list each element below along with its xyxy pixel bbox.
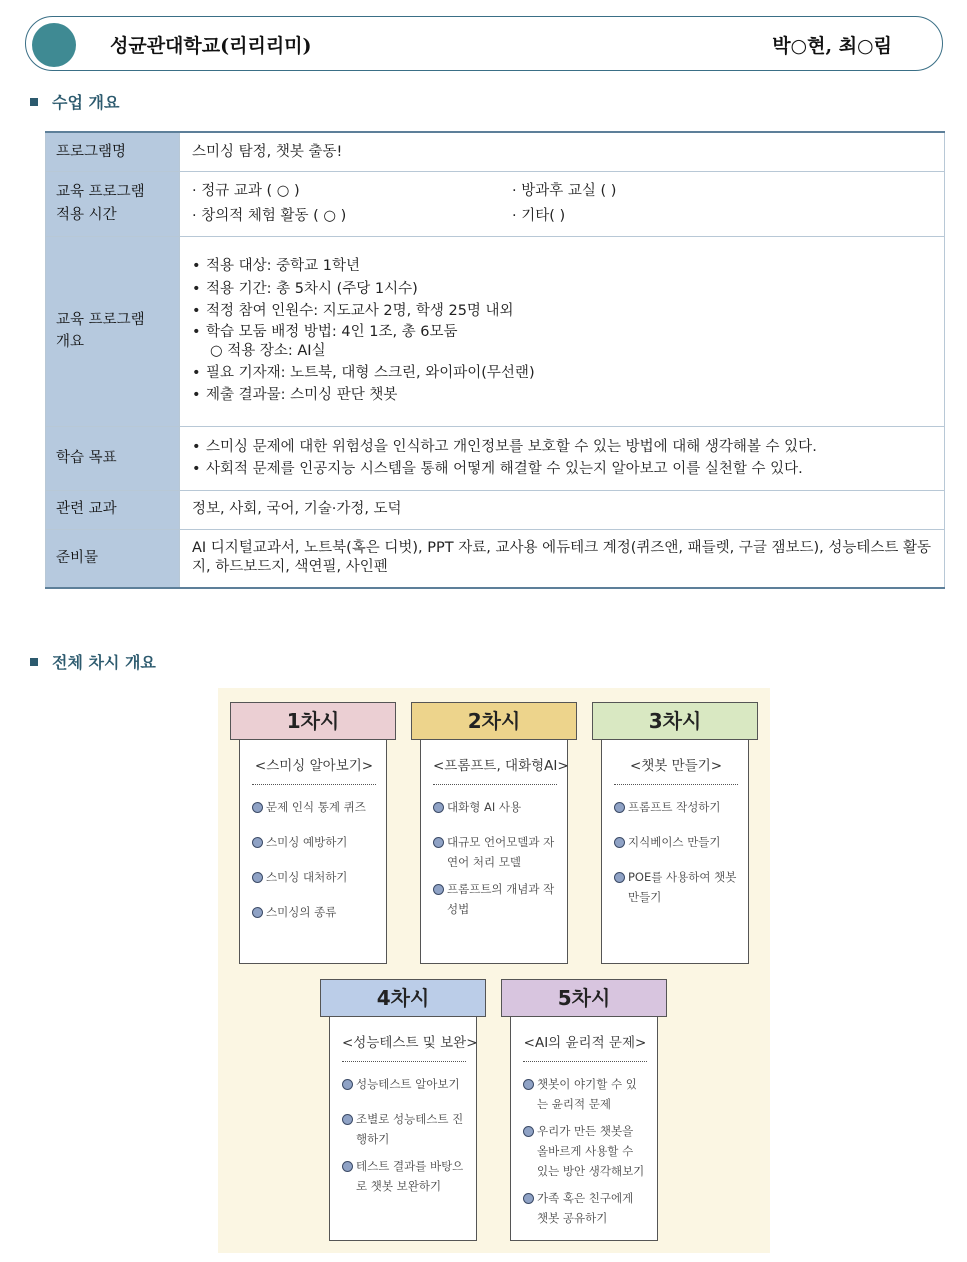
session-item: 테스트 결과를 바탕으로 챗봇 보완하기 bbox=[342, 1156, 466, 1196]
list-item: • 적용 대상: 중학교 1학년 bbox=[192, 255, 932, 277]
session-item: 문제 인식 통계 퀴즈 bbox=[252, 797, 376, 817]
session-item: POE를 사용하여 챗봇 만들기 bbox=[614, 867, 738, 907]
section-heading-text: 전체 차시 개요 bbox=[52, 653, 156, 672]
table-row bbox=[46, 236, 945, 426]
label-program-summary bbox=[46, 236, 180, 426]
time-option-afterschool: · 방과후 교실 ( ) bbox=[512, 183, 617, 200]
table-row bbox=[46, 490, 945, 529]
value-learning-goals bbox=[180, 426, 945, 490]
header-circle-decoration bbox=[32, 23, 76, 67]
session-item: 프롬프트 작성하기 bbox=[614, 797, 738, 817]
value-program-name: 스미싱 탐정, 챗봇 출동! bbox=[180, 132, 945, 171]
section-heading-session-overview bbox=[30, 650, 156, 673]
list-item-text: 학습 모둠 배정 방법: 4인 1조, 총 6모둠 bbox=[206, 323, 458, 340]
label-program-name: 프로그램명 bbox=[46, 132, 180, 171]
session-item: 프롬프트의 개념과 작성법 bbox=[433, 879, 557, 919]
label-line: 교육 프로그램 bbox=[56, 184, 145, 201]
session-body bbox=[601, 740, 749, 964]
authors: 박○현, 최○림 bbox=[772, 35, 892, 57]
label-related-subjects: 관련 교과 bbox=[46, 490, 180, 529]
session-tab: 5차시 bbox=[501, 979, 667, 1017]
session-item: 챗봇이 야기할 수 있는 윤리적 문제 bbox=[523, 1074, 647, 1114]
session-title: <스미싱 알아보기> bbox=[252, 754, 376, 785]
value-program-summary bbox=[180, 236, 945, 426]
session-tab: 3차시 bbox=[592, 702, 758, 740]
session-item: 조별로 성능테스트 진행하기 bbox=[342, 1109, 466, 1149]
summary-list bbox=[192, 255, 932, 406]
table-row bbox=[46, 426, 945, 490]
school-team-title: 성균관대학교(리리리미) bbox=[110, 35, 312, 57]
class-overview-table bbox=[45, 131, 945, 589]
section-heading-text: 수업 개요 bbox=[52, 93, 120, 112]
value-application-time bbox=[180, 171, 945, 236]
session-tab: 2차시 bbox=[411, 702, 577, 740]
list-item: • 사회적 문제를 인공지능 시스템을 통해 어떻게 해결할 수 있는지 알아보고 이를 실천할 수 있다. bbox=[192, 458, 932, 480]
session-item: 우리가 만든 챗봇을 올바르게 사용할 수 있는 방안 생각해보기 bbox=[523, 1121, 647, 1181]
label-learning-goals: 학습 목표 bbox=[46, 426, 180, 490]
session-item: 가족 혹은 친구에게 챗봇 공유하기 bbox=[523, 1188, 647, 1228]
session-card-3 bbox=[592, 702, 758, 964]
session-title: <성능테스트 및 보완> bbox=[342, 1031, 466, 1062]
list-item: • 스미싱 문제에 대한 위험성을 인식하고 개인정보를 보호할 수 있는 방법에 대해 생각해볼 수 있다. bbox=[192, 436, 932, 458]
list-sub-item: ○ 적용 장소: AI실 bbox=[210, 343, 326, 360]
table-row bbox=[46, 171, 945, 236]
session-overview-diagram bbox=[218, 688, 770, 1253]
session-card-4 bbox=[320, 979, 486, 1241]
session-item: 대규모 언어모델과 자연어 처리 모델 bbox=[433, 832, 557, 872]
list-item: • 제출 결과물: 스미싱 판단 챗봇 bbox=[192, 384, 932, 406]
list-item: • 적용 기간: 총 5차시 (주당 1시수) bbox=[192, 278, 932, 300]
session-card-2 bbox=[411, 702, 577, 964]
session-body bbox=[329, 1017, 477, 1241]
value-related-subjects: 정보, 사회, 국어, 기술·가정, 도덕 bbox=[180, 490, 945, 529]
table-row bbox=[46, 529, 945, 588]
session-card-5 bbox=[501, 979, 667, 1241]
time-option-other: · 기타( ) bbox=[512, 207, 566, 224]
square-bullet-icon bbox=[30, 98, 38, 106]
square-bullet-icon bbox=[30, 658, 38, 666]
table-row bbox=[46, 132, 945, 171]
session-tab: 4차시 bbox=[320, 979, 486, 1017]
session-item: 성능테스트 알아보기 bbox=[342, 1074, 466, 1094]
label-line: 적용 시간 bbox=[56, 206, 117, 223]
session-title: <AI의 윤리적 문제> bbox=[523, 1031, 647, 1062]
list-item: • 적정 참여 인원수: 지도교사 2명, 학생 25명 내외 bbox=[192, 300, 932, 322]
session-body bbox=[420, 740, 568, 964]
session-title: <프롬프트, 대화형AI> bbox=[433, 754, 557, 785]
session-item: 지식베이스 만들기 bbox=[614, 832, 738, 852]
label-line: 개요 bbox=[56, 334, 85, 350]
value-materials: AI 디지털교과서, 노트북(혹은 디벗), PPT 자료, 교사용 에듀테크 계정(퀴즈앤, 패들렛, 구글 잼보드), 성능테스트 활동지, 하드보드지, 색연필, 사인펜 bbox=[180, 529, 945, 588]
time-option-creative: · 창의적 체험 활동 ( ○ ) bbox=[192, 207, 347, 224]
session-body bbox=[510, 1017, 658, 1241]
session-item: 스미싱의 종류 bbox=[252, 902, 376, 922]
label-line: 교육 프로그램 bbox=[56, 311, 145, 328]
label-materials: 준비물 bbox=[46, 529, 180, 588]
session-item: 스미싱 예방하기 bbox=[252, 832, 376, 852]
session-body bbox=[239, 740, 387, 964]
session-title: <챗봇 만들기> bbox=[614, 754, 738, 785]
list-item bbox=[192, 323, 932, 362]
goals-list bbox=[192, 436, 932, 481]
section-heading-class-overview bbox=[30, 90, 119, 113]
time-option-regular: · 정규 교과 ( ○ ) bbox=[192, 183, 300, 200]
session-item: 대화형 AI 사용 bbox=[433, 797, 557, 817]
session-card-1 bbox=[230, 702, 396, 964]
document-header bbox=[25, 16, 943, 71]
label-application-time bbox=[46, 171, 180, 236]
session-tab: 1차시 bbox=[230, 702, 396, 740]
list-item: • 필요 기자재: 노트북, 대형 스크린, 와이파이(무선랜) bbox=[192, 362, 932, 384]
session-item: 스미싱 대처하기 bbox=[252, 867, 376, 887]
